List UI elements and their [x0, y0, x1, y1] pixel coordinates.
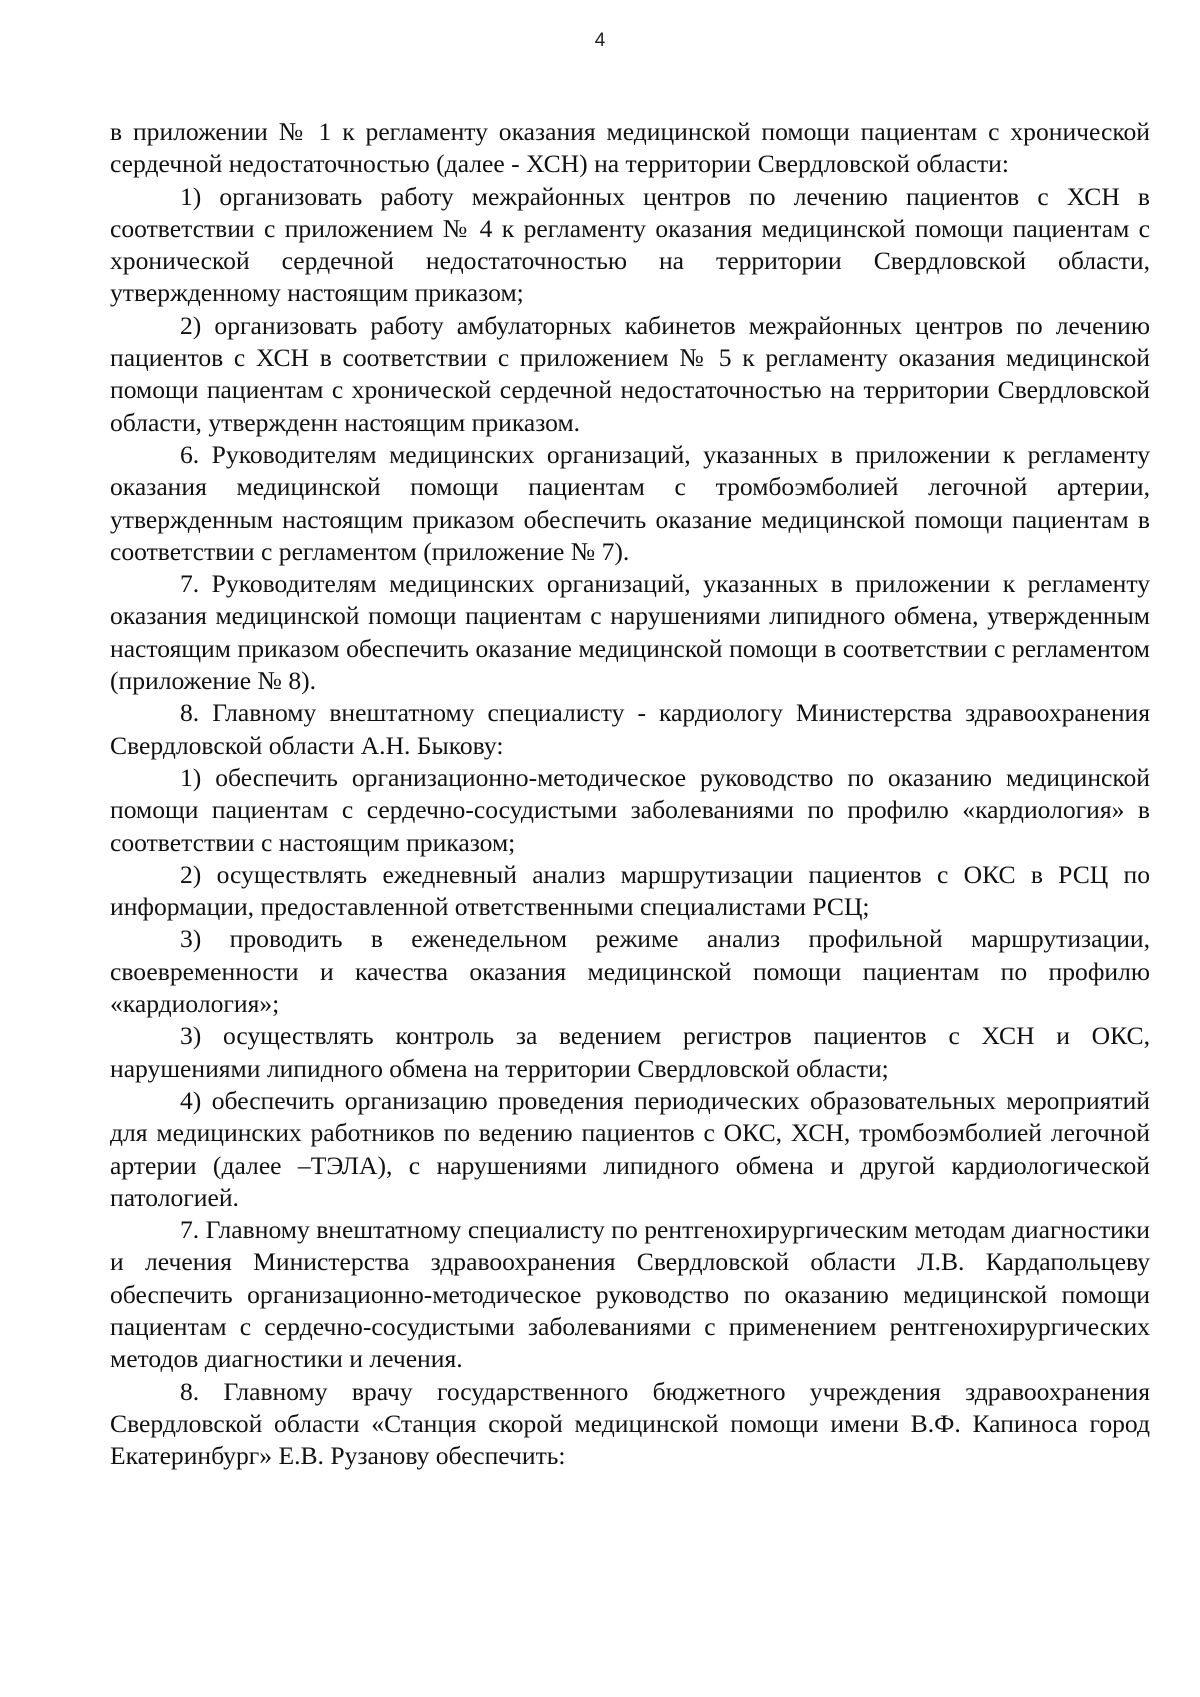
paragraph-item-1-interdistrict-centers: 1) организовать работу межрайонных центров по лечению пациентов с ХСН в соответствии с приложением № 4 к регламенту оказания медицинской помощи пациентам с хронической сердечной недостаточностью на территории Свердловской области, утвержденному настоящим приказом; — [110, 181, 1150, 308]
paragraph-continuation: в приложении № 1 к регламенту оказания медицинской помощи пациентам с хронической сердечной недостаточностью (далее - ХСН) на территории Свердловской области: — [110, 117, 1150, 179]
paragraph-8-item-3b: 3) осуществлять контроль за ведением регистров пациентов с ХСН и ОКС, нарушениями липидного обмена на территории Свердловской области; — [110, 1021, 1150, 1083]
paragraph-8-item-1: 1) обеспечить организационно-методическое руководство по оказанию медицинской помощи пациентам с сердечно-сосудистыми заболеваниями по профилю «кардиология» в соответствии с настоящим приказом; — [110, 762, 1150, 857]
paragraph-7-lipid-heads: 7. Руководителям медицинских организаций, указанных в приложении к регламенту оказания медицинской помощи пациентам с нарушениями липидного обмена, утвержденным настоящим приказом обеспечить оказание медицинской помощи в соответствии с регламентом (приложение № 8). — [110, 569, 1150, 696]
paragraph-8-chief-cardiologist: 8. Главному внештатному специалисту - кардиологу Министерства здравоохранения Свердловской области А.Н. Быкову: — [110, 698, 1150, 760]
paragraph-6-tela-heads: 6. Руководителям медицинских организаций, указанных в приложении к регламенту оказания медицинской помощи пациентам с тромбоэмболией легочной артерии, утвержденным настоящим приказом обеспечить оказание медицинской помощи пациентам в соответствии с регламентом (приложение № 7). — [110, 439, 1150, 566]
paragraph-8-item-2: 2) осуществлять ежедневный анализ маршрутизации пациентов с ОКС в РСЦ по информации, предоставленной ответственными специалистами РСЦ; — [110, 859, 1150, 922]
paragraph-item-2-outpatient-offices: 2) организовать работу амбулаторных кабинетов межрайонных центров по лечению пациентов с ХСН в соответствии с приложением № 5 к регламенту оказания медицинской помощи пациентам с хронической сердечной недостаточностью на территории Свердловской области, утвержденн настоящим приказом. — [110, 310, 1150, 437]
document-body — [110, 116, 1150, 1472]
paragraph-8-item-3a: 3) проводить в еженедельном режиме анализ профильной маршрутизации, своевременности и качества оказания медицинской помощи пациентам по профилю «кардиология»; — [110, 924, 1150, 1019]
page-number: 4 — [594, 30, 606, 51]
paragraph-8-ambulance-chief: 8. Главному врачу государственного бюджетного учреждения здравоохранения Свердловской области «Станция скорой медицинской помощи имени В.Ф. Капиноса город Екатеринбург» Е.В. Рузанову обеспечить: — [110, 1376, 1150, 1471]
paragraph-7-xray-surgery-specialist: 7. Главному внештатному специалисту по рентгенохирургическим методам диагностики и лечения Министерства здравоохранения Свердловской области Л.В. Кардапольцеву обеспечить организационно-методическое руководство по оказанию медицинской помощи пациентам с сердечно-сосудистыми заболеваниями с применением рентгенохирургических методов диагностики и лечения. — [110, 1215, 1150, 1374]
paragraph-8-item-4: 4) обеспечить организацию проведения периодических образовательных мероприятий для медицинских работников по ведению пациентов с ОКС, ХСН, тромбоэмболией легочной артерии (далее –ТЭЛА), с нарушениями липидного обмена и другой кардиологической патологией. — [110, 1085, 1150, 1212]
